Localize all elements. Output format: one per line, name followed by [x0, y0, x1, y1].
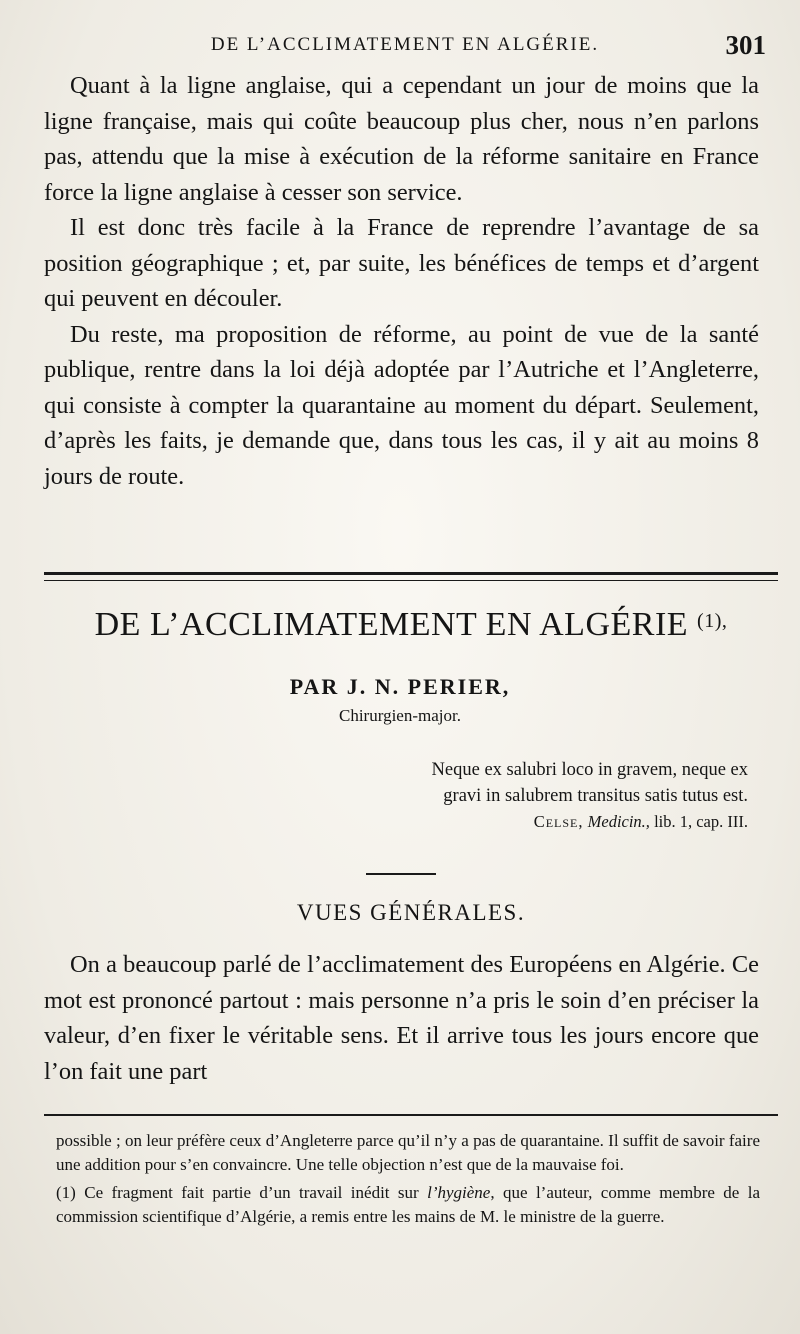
footnote-1-marker: (1) — [56, 1183, 76, 1202]
section-heading: VUES GÉNÉRALES. — [296, 900, 526, 925]
author-byline: PAR J. N. PERIER, — [289, 674, 511, 699]
citation-work: Medicin., — [587, 812, 650, 831]
paragraph: Il est donc très facile à la France de reprendre l’avantage de sa position géographique ; et, par suite, les bénéfices de temps et d’argent qui peuvent en découler. — [44, 214, 759, 312]
footnote-rule — [44, 1114, 778, 1116]
footnote-1 — [56, 1181, 760, 1229]
page-number: 301 — [725, 30, 766, 60]
paragraph: On a beaucoup parlé de l’acclimatement des Européens en Algérie. Ce mot est prononcé partout : mais personne n’a pris le soin d’en préciser la valeur, d’en fixer le véritable sens. Et il arrive tous les jours encore que l’on fait une part — [44, 951, 759, 1085]
footnotes — [56, 1129, 760, 1229]
paragraph: Quant à la ligne anglaise, qui a cependant un jour de moins que la ligne française, mais qui coûte beaucoup plus cher, nous n’en parlons pas, attendu que la mise à exécution de la réforme sanitaire en France force la ligne anglaise à cesser son service. — [44, 72, 759, 206]
running-head — [44, 30, 766, 64]
section-divider-rule — [44, 572, 778, 581]
epigraph-citation — [288, 809, 748, 835]
paragraph: Du reste, ma proposition de réforme, au point de vue de la santé publique, rentre dans la loi déjà adoptée par l’Autriche et l’Angleterre, qui consiste à compter la quarantaine au moment du départ. Seulement, d’après les faits, je demande que, dans tous les cas, il y ait au moins 8 jours de route. — [44, 320, 759, 490]
epigraph-line: Neque ex salubri loco in gravem, neque ex — [431, 760, 748, 780]
footnote-1-text: Ce fragment fait partie d’un travail inédit sur — [84, 1183, 419, 1202]
short-divider-rule — [366, 873, 436, 875]
footnote-continuation: possible ; on leur préfère ceux d’Angleterre parce qu’il n’y a pas de quarantaine. Il suffit de savoir faire une addition pour s’en convaincre. Une telle objection n’est que de la mauvaise foi. — [56, 1131, 760, 1174]
footnote-1-text-end: , que l’auteur, comme membre de la commission scientifique d’Algérie, a remis entre les mains de M. le ministre de la guerre. — [56, 1183, 761, 1226]
article-title-text: DE L’ACCLIMATEMENT EN ALGÉRIE — [94, 606, 689, 643]
epigraph — [288, 757, 748, 835]
running-title: DE L’ACCLIMATEMENT EN ALGÉRIE. — [210, 34, 600, 55]
footnote-1-italic: l’hygiène — [427, 1183, 491, 1202]
footnote-marker: (1), — [697, 610, 728, 632]
citation-reference: lib. 1, cap. III. — [654, 812, 748, 831]
epigraph-line: gravi in salubrem transitus satis tutus est. — [443, 786, 748, 806]
article-title — [44, 606, 778, 644]
citation-author: Celse, — [533, 812, 584, 831]
article-body-text — [44, 947, 759, 1089]
author-role: Chirurgien-major. — [339, 706, 461, 725]
previous-article-text — [44, 68, 759, 494]
